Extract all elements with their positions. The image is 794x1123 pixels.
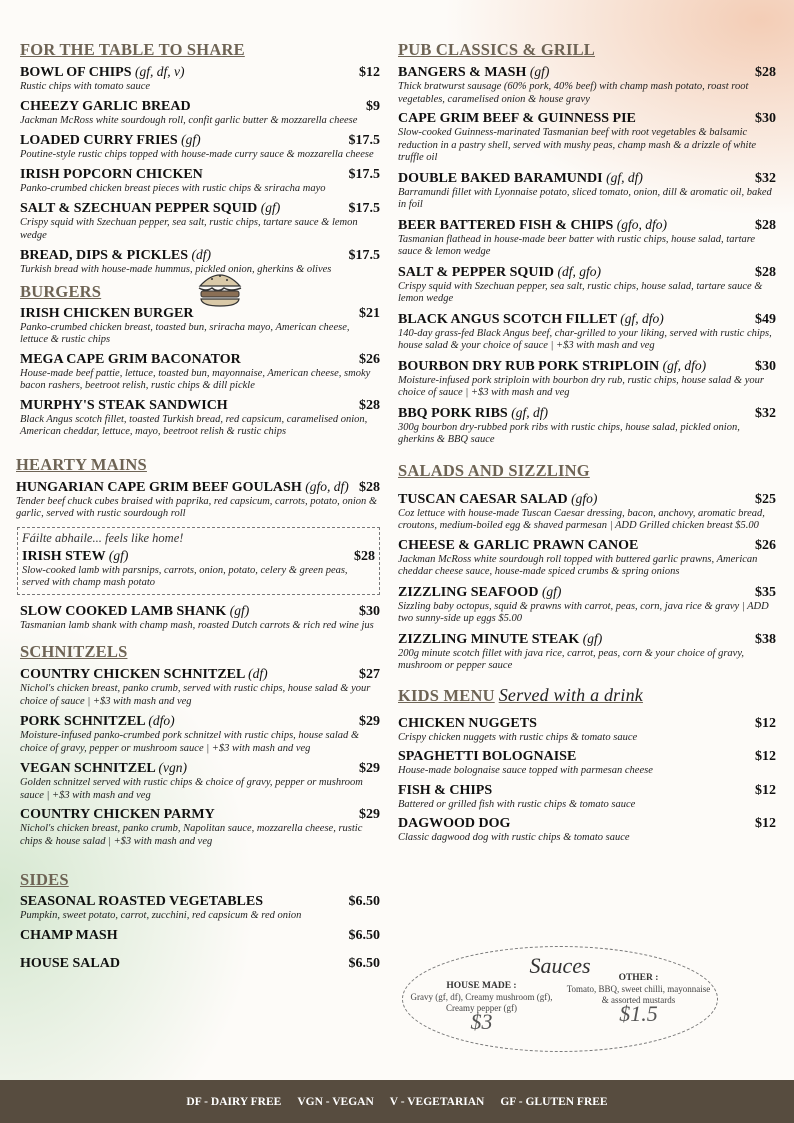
menu-item-tags: (gfo) [571, 490, 598, 506]
menu-item [20, 167, 380, 196]
menu-item [20, 200, 380, 242]
section-heading-pub: PUB CLASSICS & GRILL [398, 40, 596, 59]
menu-item-desc: Moisture-infused panko-crumbed pork schnitzel with rustic chips, house salad & choice of gravy, pepper or mushroom sauce | +$3 with mash and veg [20, 730, 360, 754]
menu-item-tags: (gfo, df) [305, 478, 349, 494]
menu-item-price: $28 [755, 65, 776, 80]
menu-item-price: $12 [755, 816, 776, 831]
right-column [398, 40, 776, 850]
menu-item-desc: Nichol's chicken breast, panko crumb, Napolitan sauce, mozzarella cheese, rustic chips & house salad | +$3 with mash and veg [20, 823, 363, 847]
menu-item [20, 64, 380, 94]
menu-item-price: $12 [755, 715, 776, 731]
burger-icon [196, 268, 244, 308]
menu-item-name: VEGAN SCHNITZEL [20, 761, 155, 776]
menu-item-name: BREAD, DIPS & PICKLES [20, 248, 189, 263]
menu-item-price: $30 [755, 358, 776, 374]
menu-item-name: HOUSE SALAD [20, 955, 120, 971]
menu-item-name: IRISH STEW [22, 548, 106, 564]
menu-item-price: $6.50 [348, 894, 380, 909]
menu-item [398, 264, 776, 306]
section-heading-sides: SIDES [20, 870, 69, 889]
menu-item-price: $32 [755, 170, 776, 186]
menu-item-desc: 200g minute scotch fillet with java rice, carrot, peas, corn & your choice of gravy, mushroom or pepper sauce [398, 647, 745, 671]
menu-item-price: $32 [755, 405, 776, 421]
menu-item-desc: Tasmanian lamb shank with champ mash, roasted Dutch carrots & rich red wine jus [20, 619, 374, 631]
kids-subtitle: Served with a drink [498, 684, 643, 705]
share-list [20, 64, 380, 277]
menu-item-price: $12 [755, 749, 776, 764]
burgers-list [20, 306, 380, 439]
menu-item-name: SALT & SZECHUAN PEPPER SQUID [20, 201, 258, 216]
menu-item-name: ZIZZLING MINUTE STEAK [398, 631, 580, 647]
menu-item [20, 713, 380, 755]
menu-item-name: ZIZZLING SEAFOOD [398, 584, 539, 600]
sauce-house-desc: Gravy (gf, df), Creamy mushroom (gf), Creamy pepper (gf) [410, 992, 553, 1013]
menu-item-desc: Tasmanian flathead in house-made beer batter with rustic chips, house salad, tartare sauce & lemon wedge [398, 233, 756, 257]
menu-item-price: $28 [354, 548, 375, 564]
menu-item-desc: Sizzling baby octopus, squid & prawns with carrot, peas, corn, java rice & gravy | ADD two sunny-side up eggs $5.00 [398, 600, 769, 624]
legend-gf: GF - GLUTEN FREE [500, 1095, 608, 1108]
menu-item-name: CHICKEN NUGGETS [398, 715, 537, 731]
menu-item-name: PORK SCHNITZEL [20, 714, 145, 729]
menu-item-desc: Panko-crumbed chicken breast pieces with rustic chips & sriracha mayo [20, 182, 326, 194]
left-column [16, 40, 380, 984]
menu-item-tags: (gf, df) [606, 169, 643, 185]
menu-item-price: $28 [359, 479, 380, 495]
kids-heading: KIDS MENU [398, 685, 495, 705]
menu-item [398, 111, 776, 165]
menu-item-name: BLACK ANGUS SCOTCH FILLET [398, 311, 617, 327]
menu-item [398, 816, 776, 845]
menu-item [398, 631, 776, 673]
menu-item-name: SEASONAL ROASTED VEGETABLES [20, 894, 264, 909]
menu-item-name: BANGERS & MASH [398, 65, 527, 80]
mains-list-2 [20, 603, 380, 633]
sauce-house [407, 981, 557, 1034]
menu-item-desc: Turkish bread with house-made hummus, pickled onion, gherkins & olives [20, 264, 332, 275]
menu-item [20, 956, 380, 972]
menu-item-desc: Crispy chicken nuggets with rustic chips & tomato sauce [398, 731, 638, 743]
special-title: Fáilte abhaile... feels like home! [22, 530, 184, 545]
menu-item [398, 358, 776, 400]
menu-item-tags: (df, gfo) [557, 263, 601, 279]
menu-item [20, 398, 380, 439]
sides-list [20, 894, 380, 972]
menu-item-tags: (gf, dfo) [620, 310, 664, 326]
menu-item [398, 170, 776, 212]
menu-item [398, 783, 776, 812]
menu-item [20, 894, 380, 923]
menu-item-tags: (df) [191, 247, 212, 262]
menu-item-price: $27 [359, 667, 380, 682]
menu-item-name: BBQ PORK RIBS [398, 405, 508, 421]
menu-item-tags: (gf) [260, 200, 281, 215]
menu-item-tags: (gfo, dfo) [616, 216, 667, 232]
menu-item-tags: (gf) [529, 64, 550, 79]
menu-item [398, 491, 776, 533]
mains-list [16, 479, 380, 521]
menu-item-price: $28 [755, 217, 776, 233]
menu-item-desc: Panko-crumbed chicken breast, toasted bun, sriracha mayo, American cheese, lettuce & rustic chips [20, 321, 350, 345]
menu-item-tags: (gf) [582, 630, 603, 646]
menu-item-desc: Crispy squid with Szechuan pepper, sea salt, rustic chips, house salad, tartare sauce & lemon wedge [398, 280, 763, 304]
menu-item-desc: Crispy squid with Szechuan pepper, sea salt, rustic chips, tartare sauce & lemon wedge [20, 217, 358, 241]
menu-item-price: $26 [359, 351, 380, 367]
menu-item-price: $17.5 [348, 166, 380, 182]
menu-item [398, 405, 776, 447]
menu-item [20, 352, 380, 393]
menu-item-name: IRISH POPCORN CHICKEN [20, 166, 203, 182]
legend-df: DF - DAIRY FREE [186, 1095, 282, 1108]
menu-item-name: CHEEZY GARLIC BREAD [20, 98, 191, 114]
section-heading-kids [398, 685, 776, 706]
menu-item-price: $30 [755, 111, 776, 126]
menu-item-tags: (gf) [108, 547, 129, 563]
section-heading-burgers: BURGERS [20, 281, 102, 301]
menu-item-tags: (vgn) [158, 760, 187, 775]
footer-legend [0, 1080, 794, 1123]
menu-item-price: $28 [755, 264, 776, 280]
section-heading-mains: HEARTY MAINS [16, 454, 147, 474]
menu-item-tags: (gf, df) [511, 404, 548, 420]
menu-item-name: CAPE GRIM BEEF & GUINNESS PIE [398, 111, 636, 126]
section-heading-schnitzels: SCHNITZELS [20, 642, 128, 661]
menu-item [16, 479, 380, 521]
menu-item-name: COUNTRY CHICKEN PARMY [20, 807, 215, 822]
menu-item-name: MURPHY'S STEAK SANDWICH [20, 397, 228, 413]
menu-item [20, 928, 380, 944]
menu-item-price: $17.5 [348, 248, 380, 263]
menu-item-name: DAGWOOD DOG [398, 816, 511, 831]
special-box [17, 527, 380, 595]
menu-item-price: $12 [755, 782, 776, 798]
menu-item-tags: (gf, dfo) [662, 357, 707, 373]
menu-item [20, 306, 380, 347]
menu-item [398, 538, 776, 579]
menu-item-desc: Classic dagwood dog with rustic chips & tomato sauce [398, 832, 630, 843]
menu-item-name: CHEESE & GARLIC PRAWN CANOE [398, 537, 639, 553]
menu-item-desc: Poutine-style rustic chips topped with house-made curry sauce & mozzarella cheese [20, 149, 374, 160]
menu-item-tags: (gf) [541, 583, 562, 599]
menu-item-desc: Jackman McRoss white sourdough roll topped with buttered garlic prawns, American cheddar cheese sauce, house-made spiced crumbs & spring onions [398, 553, 758, 577]
menu-item-desc: Moisture-infused pork striploin with bourbon dry rub, rustic chips, house salad & your choice of sauce | +$3 with mash and veg [398, 374, 764, 398]
menu-item [398, 64, 776, 106]
sauce-house-price: $3 [470, 1009, 493, 1034]
menu-item-price: $9 [366, 98, 380, 114]
sauces-title: Sauces [529, 953, 591, 978]
menu-item-name: LOADED CURRY FRIES [20, 133, 178, 148]
menu-item [20, 99, 380, 128]
menu-item-tags: (gf) [181, 132, 201, 147]
menu-item-desc: Barramundi fillet with Lyonnaise potato, sliced tomato, onion, dill & aromatic oil, baked in foil [398, 186, 772, 210]
menu-item-desc: House-made bolognaise sauce topped with parmesan cheese [398, 765, 653, 776]
menu-item-price: $25 [755, 491, 776, 507]
sauce-house-head: HOUSE MADE : [446, 981, 517, 991]
pub-list [398, 64, 776, 447]
menu-item-name: FISH & CHIPS [398, 782, 493, 798]
menu-item-price: $30 [359, 603, 380, 619]
menu-item-price: $35 [755, 584, 776, 600]
menu-item [20, 603, 380, 633]
menu-item-price: $29 [359, 807, 380, 822]
menu-item-price: $12 [359, 65, 380, 80]
menu-item [398, 716, 776, 745]
menu-item-desc: Battered or grilled fish with rustic chips & tomato sauce [398, 798, 636, 810]
menu-item-desc: Tender beef chuck cubes braised with paprika, red capsicum, carrots, potato, onion & garlic, served with rustic sourdough roll [16, 495, 378, 519]
menu-item-desc: Black Angus scotch fillet, toasted Turkish bread, red capsicum, caramelised onion, American cheddar, lettuce, mayo, beetroot relish & rustic chips [20, 413, 368, 437]
menu-item [398, 311, 776, 353]
menu-item [20, 760, 380, 802]
menu-item [398, 749, 776, 778]
menu-item-price: $6.50 [348, 927, 380, 943]
menu-item-tags: (df) [248, 666, 268, 681]
legend-v: V - VEGETARIAN [389, 1095, 485, 1108]
menu-item-price: $28 [359, 397, 380, 413]
menu-item-price: $29 [359, 761, 380, 776]
menu-item-name: COUNTRY CHICKEN SCHNITZEL [20, 667, 245, 682]
legend-vgn: VGN - VEGAN [297, 1095, 374, 1108]
menu-item-name: MEGA CAPE GRIM BACONATOR [20, 351, 241, 367]
menu-item-price: $17.5 [348, 201, 380, 216]
menu-item-name: BEER BATTERED FISH & CHIPS [398, 217, 614, 233]
sauce-other-desc: Tomato, BBQ, sweet chilli, mayonnaise & assorted mustards [566, 984, 711, 1005]
schnitzels-list [20, 666, 380, 848]
menu-item [398, 217, 776, 259]
section-heading-salads: SALADS AND SIZZLING [398, 460, 590, 480]
salads-list [398, 491, 776, 673]
menu-item [398, 584, 776, 626]
menu-item-desc: Thick bratwurst sausage (60% pork, 40% beef) with champ mash potato, roast root vegetables, caramelised onion & house gravy [398, 81, 749, 105]
sauce-other [564, 973, 714, 1027]
menu-item-name: CHAMP MASH [20, 927, 118, 943]
menu-item-desc: Jackman McRoss white sourdough roll, confit garlic butter & mozzarella cheese [20, 114, 358, 126]
menu-item-tags: (dfo) [148, 713, 175, 728]
menu-item-name: BOWL OF CHIPS [20, 65, 132, 80]
menu-item-desc: 140-day grass-fed Black Angus beef, char-grilled to your liking, served with rustic chips, house salad & your choice of sauce | +$3 with mash and veg [398, 327, 772, 351]
menu-item [20, 666, 380, 708]
section-heading-share: FOR THE TABLE TO SHARE [20, 40, 245, 59]
menu-item-name: BOURBON DRY RUB PORK STRIPLOIN [398, 358, 660, 374]
menu-item-tags: (gf, df, v) [135, 64, 185, 79]
menu-item-name: IRISH CHICKEN BURGER [20, 305, 194, 321]
menu-item [20, 132, 380, 162]
menu-item-desc: Slow-cooked lamb with parsnips, carrots, onion, potato, celery & green peas, served with champ mash potato [22, 564, 348, 588]
menu-item-price: $21 [359, 305, 380, 321]
menu-item-desc: Slow-cooked Guinness-marinated Tasmanian beef with root vegetables & balsamic reduction in a pastry shell, served with mushy peas, champ mash & a drizzle of white truffle oil [398, 127, 757, 163]
menu-item-desc: House-made beef pattie, lettuce, toasted bun, mayonnaise, American cheese, smoky bacon rashers, beetroot relish, rustic chips & dill pickle [20, 367, 371, 391]
menu-item-desc: Nichol's chicken breast, panko crumb, served with rustic chips, house salad & your choice of sauce | +$3 with mash and veg [20, 683, 371, 707]
menu-item-tags: (gf) [229, 602, 250, 618]
menu-item-name: SLOW COOKED LAMB SHANK [20, 603, 227, 619]
menu-item-price: $38 [755, 631, 776, 647]
menu-item-price: $17.5 [348, 133, 380, 148]
menu-item-name: SALT & PEPPER SQUID [398, 264, 554, 280]
menu-item-price: $6.50 [348, 955, 380, 971]
sauce-other-head: OTHER : [618, 973, 659, 983]
menu-item-name: TUSCAN CAESAR SALAD [398, 491, 568, 507]
menu-item-price: $29 [359, 714, 380, 729]
menu-item-desc: Pumpkin, sweet potato, carrot, zucchini, red capsicum & red onion [20, 910, 302, 921]
menu-item-price: $26 [755, 537, 776, 553]
menu-item-desc: 300g bourbon dry-rubbed pork ribs with rustic chips, house salad, pickled onion, gherkins & BBQ sauce [398, 421, 740, 445]
menu-item-name: SPAGHETTI BOLOGNAISE [398, 749, 577, 764]
menu-item-desc: Rustic chips with tomato sauce [20, 81, 151, 92]
menu-item-desc: Coz lettuce with house-made Tuscan Caesar dressing, bacon, anchovy, aromatic bread, croutons, medium-boiled egg & shaved parmesan | ADD Grilled chicken breast $5.00 [398, 507, 765, 531]
menu-item-price: $49 [755, 311, 776, 327]
menu-item-desc: Golden schnitzel served with rustic chips & choice of gravy, pepper or mushroom sauce | +$3 with mash and veg [20, 777, 363, 801]
menu-item-name: DOUBLE BAKED BARAMUNDI [398, 170, 603, 186]
kids-list [398, 716, 776, 845]
menu-item-name: HUNGARIAN CAPE GRIM BEEF GOULASH [16, 479, 302, 495]
sauces-box [402, 946, 718, 1052]
sauce-other-price: $1.5 [619, 1001, 658, 1026]
menu-item [20, 807, 380, 848]
